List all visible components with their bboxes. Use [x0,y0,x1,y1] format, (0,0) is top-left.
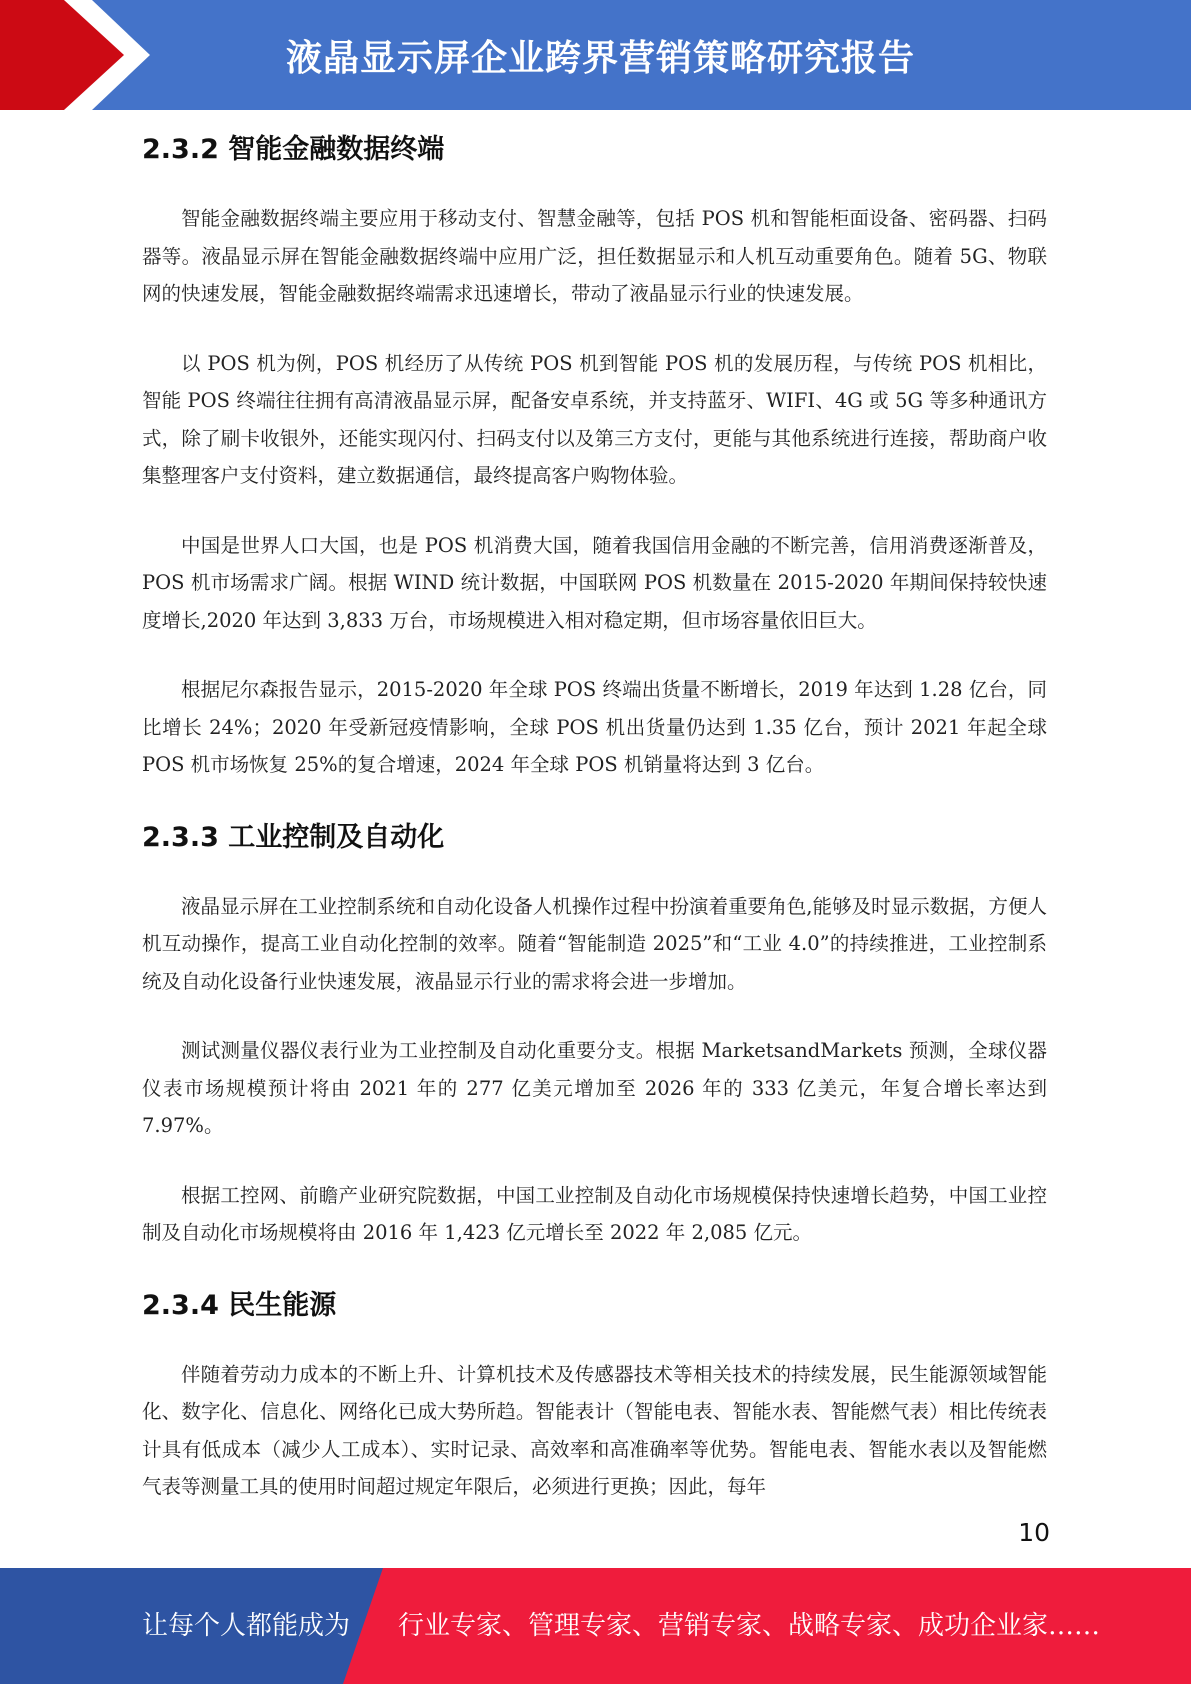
paragraph: 智能金融数据终端主要应用于移动支付、智慧金融等，包括 POS 机和智能柜面设备、密码器、扫码器等。液晶显示屏在智能金融数据终端中应用广泛，担任数据显示和人机互动重要角色。随着 5G、物联网的快速发展，智能金融数据终端需求迅速增长，带动了液晶显示行业的快速发展。 [142,207,1047,305]
footer-slogan-right: 行业专家、管理专家、营销专家、战略专家、成功企业家…… [398,1611,1101,1641]
footer-slogan-left: 让每个人都能成为 [142,1611,351,1641]
report-title: 液晶显示屏企业跨界营销策略研究报告 [285,37,915,79]
paragraph: 根据尼尔森报告显示，2015-2020 年全球 POS 终端出货量不断增长，2019 年达到 1.28 亿台，同比增长 24%；2020 年受新冠疫情影响，全球 POS 机出货量仍达到 1.35 亿台，预计 2021 年起全球 POS 机市场恢复 25%的复合增速，2024 年全球 POS 机销量将达到 3 亿台。 [142,678,1047,776]
section-heading: 2.3.4 民生能源 [142,1289,337,1321]
paragraph: 测试测量仪器仪表行业为工业控制及自动化重要分支。根据 MarketsandMarkets 预测，全球仪器仪表市场规模预计将由 2021 年的 277 亿美元增加至 2026 年的 333 亿美元，年复合增长率达到 7.97%。 [142,1039,1047,1137]
paragraph: 液晶显示屏在工业控制系统和自动化设备人机操作过程中扮演着重要角色,能够及时显示数据，方便人机互动操作，提高工业自动化控制的效率。随着“智能制造 2025”和“工业 4.0”的持续推进，工业控制系统及自动化设备行业快速发展，液晶显示行业的需求将会进一步增加。 [142,894,1047,993]
section-industrial-control [142,816,1047,1252]
page-header [0,0,1191,110]
page-number: 10 [1018,1518,1050,1547]
paragraph: 以 POS 机为例，POS 机经历了从传统 POS 机到智能 POS 机的发展历程，与传统 POS 机相比，智能 POS 终端往往拥有高清液晶显示屏，配备安卓系统，并支持蓝牙、WIFI、4G 或 5G 等多种通讯方式，除了刷卡收银外，还能实现闪付、扫码支付以及第三方支付，更能与其他系统进行连接，帮助商户收集整理客户支付资料，建立数据通信，最终提高客户购物体验。 [142,351,1047,487]
paragraph: 根据工控网、前瞻产业研究院数据，中国工业控制及自动化市场规模保持快速增长趋势，中国工业控制及自动化市场规模将由 2016 年 1,423 亿元增长至 2022 年 2,085 亿元。 [142,1183,1047,1244]
section-smart-finance-terminal [142,128,1047,784]
section-heading: 2.3.2 智能金融数据终端 [142,134,445,165]
section-heading: 2.3.3 工业控制及自动化 [142,821,445,853]
page-footer [0,1568,1191,1684]
paragraph: 中国是世界人口大国，也是 POS 机消费大国，随着我国信用金融的不断完善，信用消费逐渐普及，POS 机市场需求广阔。根据 WIND 统计数据，中国联网 POS 机数量在 2015-2020 年期间保持较快速度增长,2020 年达到 3,833 万台，市场规模进入相对稳定期，但市场容量依旧巨大。 [142,533,1047,632]
paragraph: 伴随着劳动力成本的不断上升、计算机技术及传感器技术等相关技术的持续发展，民生能源领域智能化、数字化、信息化、网络化已成大势所趋。智能表计（智能电表、智能水表、智能燃气表）相比传统表计具有低成本（减少人工成本）、实时记录、高效率和高准确率等优势。智能电表、智能水表以及智能燃气表等测量工具的使用时间超过规定年限后，必须进行更换；因此，每年 [142,1362,1047,1498]
document-body [142,128,1047,1524]
section-livelihood-energy [142,1284,1047,1506]
